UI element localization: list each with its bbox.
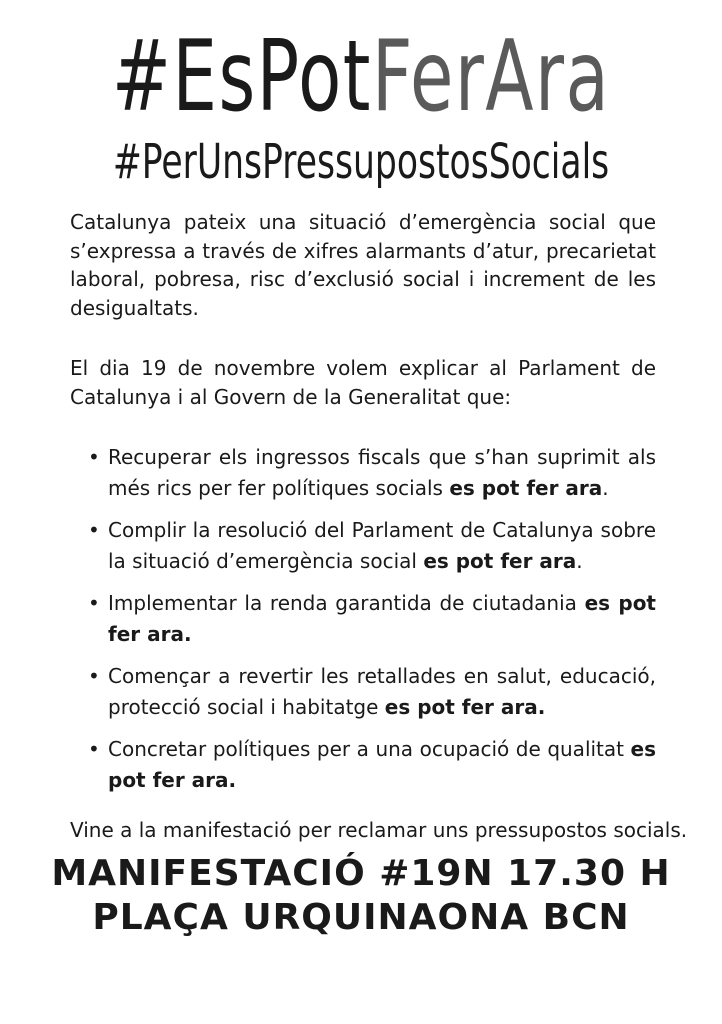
list-item-tail: . xyxy=(602,476,609,500)
list-item-text: Recuperar els ingressos fiscals que s’han suprimit als més rics per fer polítiques socials xyxy=(108,445,656,500)
list-item-emphasis: es pot fer ara. xyxy=(108,591,656,646)
list-item xyxy=(88,515,656,577)
list-item-emphasis: es pot fer ara. xyxy=(108,737,656,792)
list-item xyxy=(88,661,656,723)
list-item-emphasis: es pot fer ara xyxy=(449,476,603,500)
bullet-icon: • xyxy=(88,591,100,615)
list-item-text: Començar a revertir les retallades en salut, educació, protecció social i habitatge xyxy=(108,664,656,719)
list-item-text: Implementar la renda garantida de ciutadania xyxy=(108,591,585,615)
title-part-dark: #EsPot xyxy=(111,20,372,134)
main-hashtag-title xyxy=(101,22,621,132)
subtitle-hashtag: #PerUnsPressupostosSocials xyxy=(112,134,610,190)
list-item xyxy=(88,588,656,650)
bullet-icon: • xyxy=(88,518,100,542)
bullet-icon: • xyxy=(88,737,100,761)
list-item-text: Complir la resolució del Parlament de Catalunya sobre la situació d’emergència social xyxy=(108,518,656,573)
intro-paragraph: Catalunya pateix una situació d’emergència social que s’expressa a través de xifres alarmants d’atur, precarietat laboral, pobresa, risc d’exclusió social i increment de les desigualtats. xyxy=(70,210,656,320)
list-item-text: Concretar polítiques per a una ocupació de qualitat xyxy=(108,737,631,761)
list-item-tail: . xyxy=(576,549,583,573)
event-location-heading: PLAÇA URQUINAONA BCN xyxy=(92,897,630,938)
list-item-emphasis: es pot fer ara. xyxy=(384,695,546,719)
title-part-light: FerAra xyxy=(371,20,611,134)
demands-list xyxy=(88,442,656,807)
list-item xyxy=(88,734,656,796)
closing-call-to-action: Vine a la manifestació per reclamar uns pressupostos socials. xyxy=(70,818,688,842)
bullet-icon: • xyxy=(88,664,100,688)
demand-paragraph: El dia 19 de novembre volem explicar al Parlament de Catalunya i al Govern de la Generalitat que: xyxy=(70,356,656,409)
bullet-icon: • xyxy=(88,445,100,469)
list-item xyxy=(88,442,656,504)
list-item-emphasis: es pot fer ara xyxy=(423,549,577,573)
event-time-heading: MANIFESTACIÓ #19N 17.30 H xyxy=(51,853,671,894)
